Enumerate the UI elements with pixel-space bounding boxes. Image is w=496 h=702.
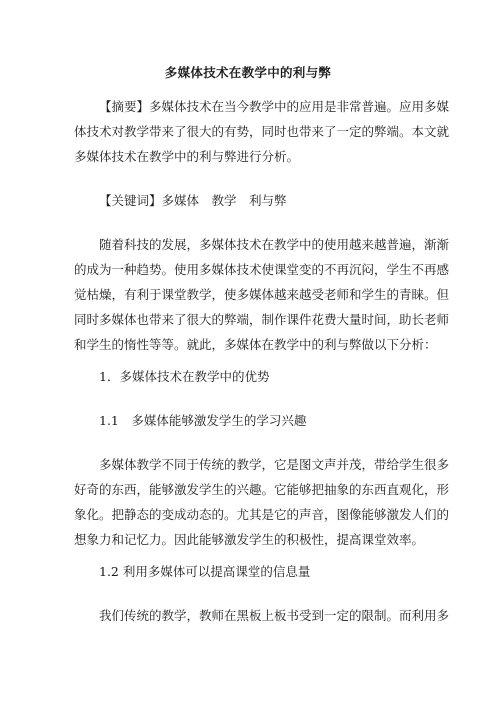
text-line: 【关键词】多媒体 教学 利与弊 — [99, 193, 287, 208]
text-line: 多媒体技术在教学中的利与弊进行分析。 — [74, 149, 300, 164]
document-title: 多媒体技术在教学中的利与弊 — [164, 65, 332, 80]
intro-paragraph — [74, 232, 450, 357]
text-line: 好奇的东西，能够激发学生的兴趣。它能够把抽象的东西直观化，形 — [74, 482, 450, 497]
text-line: 觉枯燥，有利于课堂教学，使多媒体越来越受老师和学生的青睐。但 — [74, 287, 450, 302]
text-line: 的成为一种趋势。使用多媒体技术使课堂变的不再沉闷，学生不再感 — [74, 262, 450, 277]
heading-1 — [74, 364, 424, 389]
text-line: 想象力和记忆力。因此能够激发学生的积极性，提高课堂效率。 — [74, 532, 425, 547]
heading-1-2 — [74, 559, 424, 584]
heading-text: 1.2 利用多媒体可以提高课堂的信息量 — [99, 564, 311, 579]
text-line: 同时多媒体也带来了很大的弊端，制作课件花费大量时间，助长老师 — [74, 312, 450, 327]
abstract-paragraph — [74, 94, 450, 169]
text-line: 随着科技的发展，多媒体技术在教学中的使用越来越普遍，渐渐 — [99, 237, 450, 252]
keywords-paragraph — [74, 188, 424, 213]
section-1-2-paragraph — [74, 603, 450, 628]
heading-1-1 — [74, 408, 424, 433]
text-line: 【摘要】多媒体技术在当今教学中的应用是非常普遍。应用多媒 — [99, 99, 450, 114]
text-line: 体技术对教学带来了很大的有势，同时也带来了一定的弊端。本文就 — [74, 124, 450, 139]
heading-text: 1．多媒体技术在教学中的优势 — [99, 369, 270, 384]
text-line: 我们传统的教学，教师在黑板上板书受到一定的限制。而利用多 — [99, 608, 450, 623]
heading-text: 1.1 多媒体能够激发学生的学习兴趣 — [99, 413, 307, 428]
text-line: 多媒体教学不同于传统的教学，它是图文声并茂，带给学生很多 — [99, 457, 450, 472]
text-line: 象化。把静态的变成动态的。尤其是它的声音，图像能够激发人们的 — [74, 507, 450, 522]
section-1-1-paragraph — [74, 452, 450, 552]
text-line: 和学生的惰性等等。就此，多媒体在教学中的利与弊做以下分析： — [74, 337, 437, 352]
